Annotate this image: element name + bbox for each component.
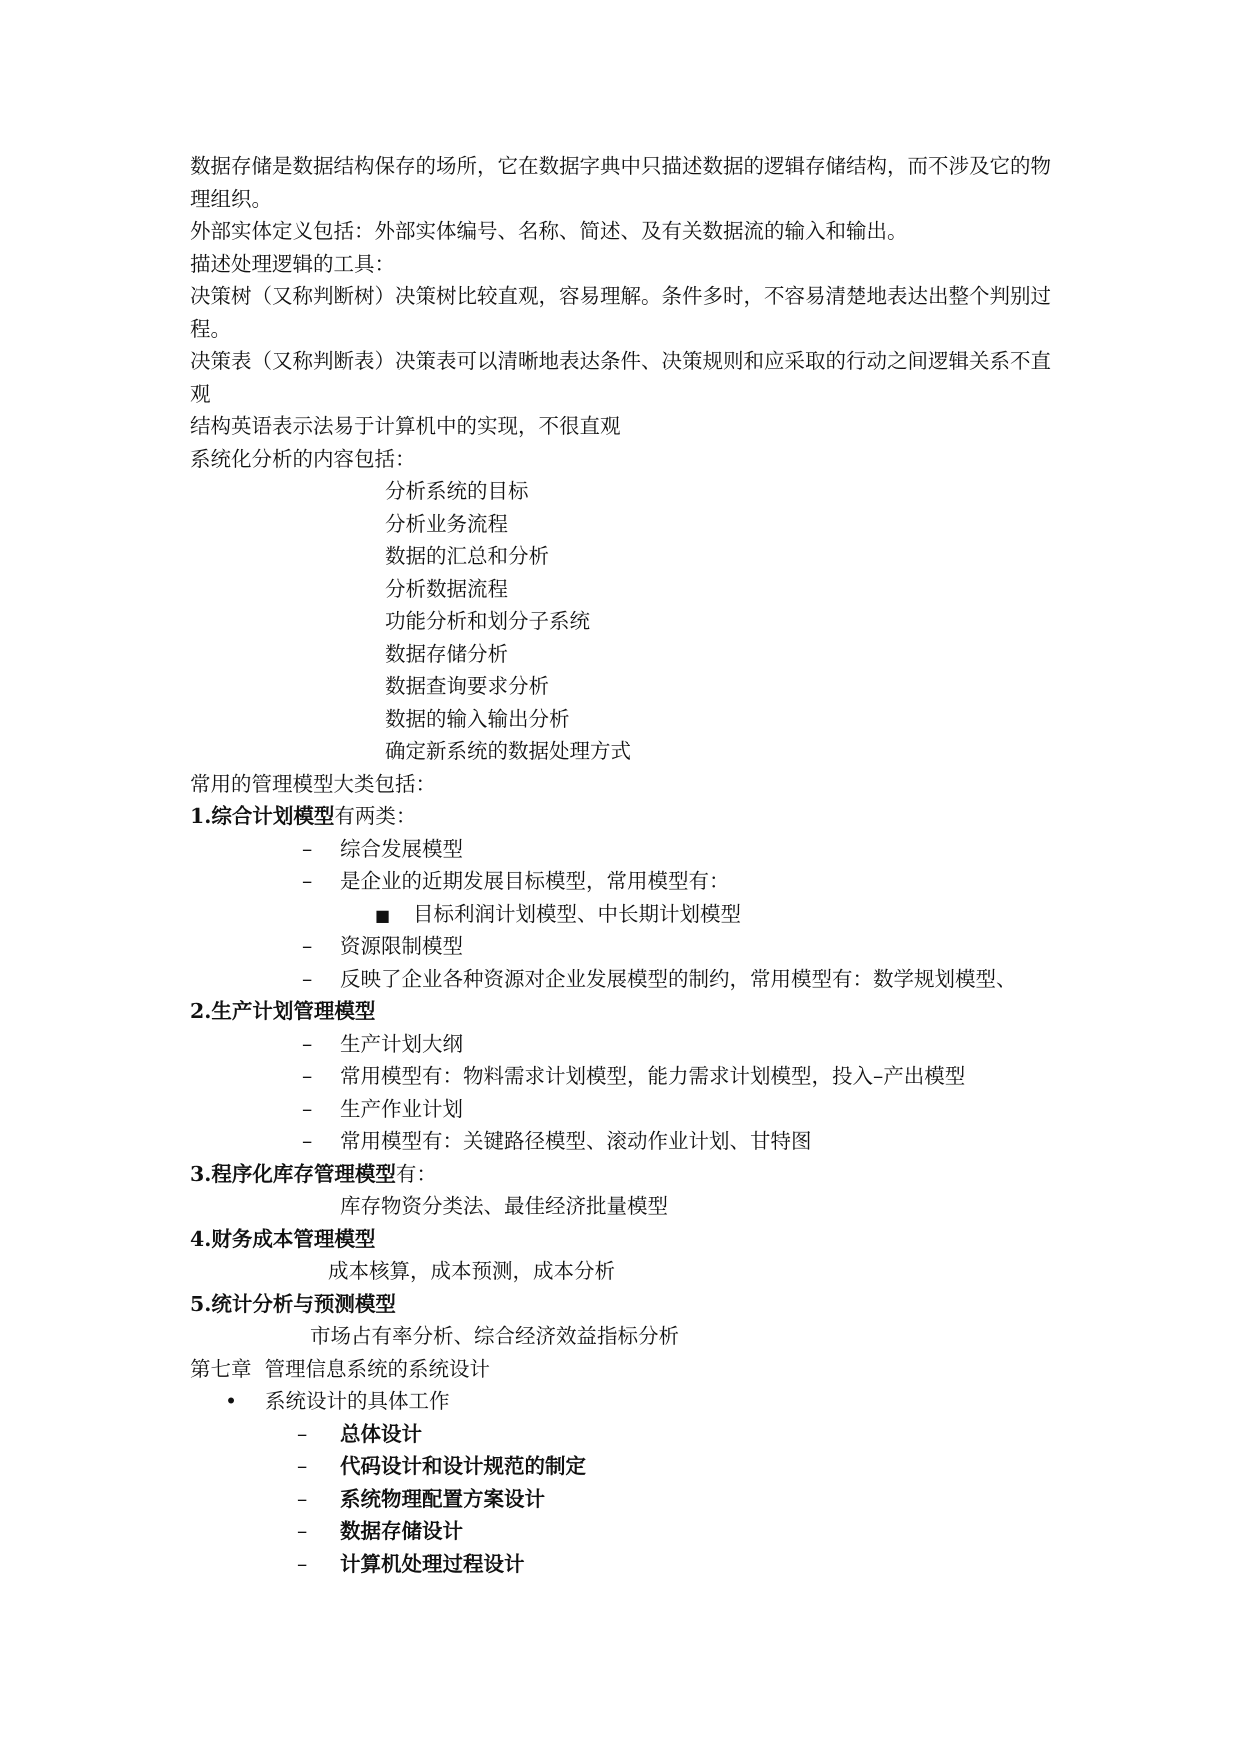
model-1-item-text: 反映了企业各种资源对企业发展模型的制约，常用模型有：数学规划模型、 [340,966,1017,991]
design-task-text: 数据存储设计 [340,1519,463,1543]
model-2-item [190,1060,1060,1093]
models-intro: 常用的管理模型大类包括： [190,771,436,796]
analysis-item: 功能分析和划分子系统 [385,609,590,633]
model-1-heading-line [190,800,1060,833]
dash-marker: – [302,1096,313,1121]
model-1-subitem-text: 目标利润计划模型、中长期计划模型 [413,901,741,926]
chapter-7-bullet [190,1385,1060,1418]
design-task-item [190,1418,1060,1451]
model-1-item [190,963,1060,996]
model-3-suffix: 有： [395,1161,437,1186]
model-1-heading: 1.综合计划模型 [190,804,335,828]
paragraph-decision-tree: 决策树（又称判断树）决策树比较直观，容易理解。条件多时，不容易清楚地表达出整个判别过程。 [190,284,1051,341]
analysis-item: 确定新系统的数据处理方式 [385,739,631,763]
model-1-item-text: 是企业的近期发展目标模型，常用模型有： [340,869,730,893]
analysis-item: 数据查询要求分析 [385,674,549,698]
design-task-text: 计算机处理过程设计 [340,1551,525,1576]
model-3-heading: 3.程序化库存管理模型 [190,1161,396,1186]
paragraph-structured-english: 结构英语表示法易于计算机中的实现，不很直观 [190,414,621,438]
model-2-item [190,1125,1060,1158]
model-3-heading-line [190,1158,1060,1191]
design-task-text: 总体设计 [340,1421,422,1446]
model-4-content: 成本核算，成本预测，成本分析 [328,1259,615,1283]
model-2-item-text: 生产计划大纲 [340,1031,463,1056]
design-task-item [190,1515,1060,1548]
dash-marker: – [302,934,313,958]
model-1-subitem [190,898,1060,931]
analysis-list [190,475,1060,768]
model-2-item [190,1093,1060,1126]
chapter-7-title: 第七章 管理信息系统的系统设计 [190,1356,491,1381]
design-task-text: 系统物理配置方案设计 [340,1486,545,1511]
model-3-content: 库存物资分类法、最佳经济批量模型 [340,1194,668,1218]
model-1-item [190,833,1060,866]
dash-marker: – [302,1129,313,1153]
analysis-item: 分析数据流程 [385,576,508,601]
design-task-item [190,1483,1060,1516]
dash-marker: – [297,1551,308,1576]
dash-marker: – [297,1421,308,1446]
dash-marker: – [302,836,313,861]
dash-marker: – [302,966,313,991]
design-task-text: 代码设计和设计规范的制定 [340,1454,586,1478]
paragraph-data-storage: 数据存储是数据结构保存的场所，它在数据字典中只描述数据的逻辑存储结构，而不涉及它的物理组织。 [190,154,1051,211]
design-task-item [190,1450,1060,1483]
analysis-item: 数据存储分析 [385,641,508,666]
dash-marker: – [302,869,313,893]
model-2-item-text: 常用模型有：物料需求计划模型，能力需求计划模型，投入–产出模型 [340,1064,966,1088]
dash-marker: – [297,1519,308,1543]
design-task-item [190,1548,1060,1581]
model-1-suffix: 有两类： [334,804,417,828]
model-2-item-text: 常用模型有：关键路径模型、滚动作业计划、甘特图 [340,1129,812,1153]
analysis-item: 分析系统的目标 [385,479,529,503]
model-1-item-text: 资源限制模型 [340,934,463,958]
model-2-item [190,1028,1060,1061]
chapter-7-bullet-text: 系统设计的具体工作 [265,1389,450,1413]
dash-marker: – [297,1454,308,1478]
model-2-item-text: 生产作业计划 [340,1096,463,1121]
model-5-heading: 5.统计分析与预测模型 [190,1291,396,1316]
document-page [190,150,1060,1580]
square-bullet-icon: ■ [375,905,391,925]
analysis-item: 数据的汇总和分析 [385,544,549,568]
analysis-item: 分析业务流程 [385,511,508,536]
paragraph-analysis-content: 系统化分析的内容包括： [190,446,416,471]
dash-marker: – [302,1031,313,1056]
model-4-heading: 4.财务成本管理模型 [190,1226,376,1251]
dash-marker: – [297,1486,308,1511]
dash-marker: – [302,1064,313,1088]
paragraph-logic-tools: 描述处理逻辑的工具： [190,251,395,276]
model-1-item [190,865,1060,898]
bullet-icon: • [225,1389,238,1413]
model-2-heading: 2.生产计划管理模型 [190,999,376,1023]
paragraph-decision-table: 决策表（又称判断表）决策表可以清晰地表达条件、决策规则和应采取的行动之间逻辑关系不直观 [190,349,1051,406]
analysis-item: 数据的输入输出分析 [385,706,570,731]
paragraph-external-entity: 外部实体定义包括：外部实体编号、名称、简述、及有关数据流的输入和输出。 [190,219,908,243]
model-1-item-text: 综合发展模型 [340,836,463,861]
model-5-content: 市场占有率分析、综合经济效益指标分析 [310,1324,679,1348]
model-1-item [190,930,1060,963]
